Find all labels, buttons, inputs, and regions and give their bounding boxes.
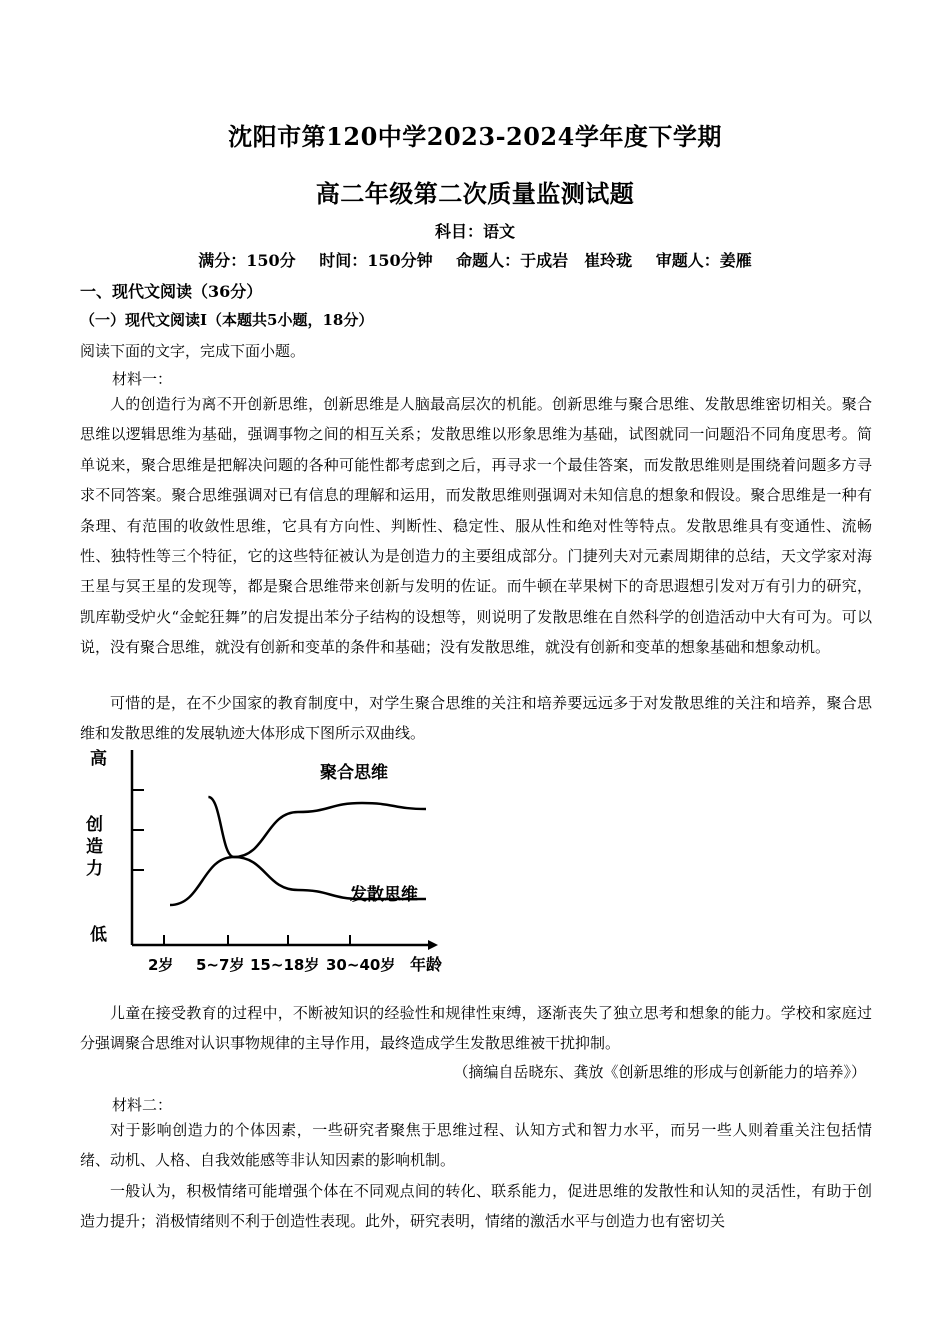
- material1-label: 材料一：: [112, 370, 173, 388]
- exam-title-line2: 高二年级第二次质量监测试题: [315, 179, 635, 208]
- material1-paragraph-1: 人的创造行为离不开创新思维，创新思维是人脑最高层次的机能。创新思维与聚合思维、发散思维密切相关。聚合思维以逻辑思维为基础，强调事物之间的相互关系；发散思维以形象思维为基础，试图就同一问题沿不同角度思考。简单说来，聚合思维是把解决问题的各种可能性都考虑到之后，再寻求一个最佳答案，而发散思维则是围绕着问题多方寻求不同答案。聚合思维强调对已有信息的理解和运用，而发散思维则强调对未知信息的想象和假设。聚合思维是一种有条理、有范围的收敛性思维，它具有方向性、判断性、稳定性、服从性和绝对性等特点。发散思维具有变通性、流畅性、独特性等三个特征，它的这些特征被认为是创造力的主要组成部分。门捷列夫对元素周期律的总结，天文学家对海王星与冥王星的发现等，都是聚合思维带来创新与发明的佐证。而牛顿在苹果树下的奇思遐想引发对万有引力的研究，凯库勒受炉火“金蛇狂舞”的启发提出苯分子结构的设想等，则说明了发散思维在自然科学的创造活动中大有可为。可以说，没有聚合思维，就没有创新和变革的条件和基础；没有发散思维，就没有创新和变革的想象基础和想象动机。: [80, 395, 872, 657]
- y-axis-label: 造: [86, 837, 103, 857]
- info-time: 时间：150分钟: [319, 251, 433, 270]
- y-low-label: 低: [90, 925, 107, 945]
- material1-paragraph-3: 儿童在接受教育的过程中，不断被知识的经验性和规律性束缚，逐渐丧失了独立思考和想象的能力。学校和家庭过分强调聚合思维对认识事物规律的主导作用，最终造成学生发散思维被干扰抑制。: [80, 1004, 872, 1053]
- section-heading: 一、现代文阅读（36分）: [80, 282, 263, 301]
- material1-source: （摘编自岳晓东、龚放《创新思维的形成与创新能力的培养》）: [453, 1063, 866, 1081]
- legend-divergent: 发散思维: [350, 885, 418, 905]
- x-axis-arrow: [428, 940, 438, 950]
- y-high-label: 高: [90, 749, 107, 769]
- info-reviewer: 审题人：姜雁: [655, 251, 752, 270]
- exam-title-line1: 沈阳市第120中学2023-2024学年度下学期: [228, 122, 722, 151]
- x-tick-label: 2岁: [148, 956, 174, 974]
- exam-info-line: [0, 248, 950, 271]
- y-axis-label: 创: [86, 815, 103, 835]
- x-axis-label: 年龄: [410, 955, 443, 974]
- legend-convergent: 聚合思维: [320, 763, 388, 783]
- x-tick-label: 15~18岁: [250, 956, 320, 974]
- x-tick-label: 30~40岁: [326, 956, 396, 974]
- subject-line: 科目：语文: [434, 222, 515, 241]
- material2-paragraph-2: 一般认为，积极情绪可能增强个体在不同观点间的转化、联系能力，促进思维的发散性和认知的灵活性，有助于创造力提升；消极情绪则不利于创造性表现。此外，研究表明，情绪的激活水平与创造力也有密切关: [80, 1182, 872, 1231]
- material2-label: 材料二：: [112, 1096, 173, 1114]
- subsection-heading: （一）现代文阅读Ⅰ（本题共5小题，18分）: [80, 311, 374, 329]
- info-score: 满分：150分: [198, 251, 296, 270]
- material1-paragraph-2: 可惜的是，在不少国家的教育制度中，对学生聚合思维的关注和培养要远远多于对发散思维的关注和培养，聚合思维和发散思维的发展轨迹大体形成下图所示双曲线。: [80, 694, 872, 743]
- y-axis-label: 力: [86, 859, 103, 879]
- info-author: 命题人：于成岩 崔玲珑: [456, 251, 633, 270]
- reading-instruction: 阅读下面的文字，完成下面小题。: [80, 342, 306, 360]
- series-line-divergent: [208, 797, 426, 899]
- material2-paragraph-1: 对于影响创造力的个体因素，一些研究者聚焦于思维过程、认知方式和智力水平，而另一些人则着重关注包括情绪、动机、人格、自我效能感等非认知因素的影响机制。: [80, 1121, 872, 1170]
- creativity-chart: [80, 742, 460, 982]
- x-tick-label: 5~7岁: [196, 956, 245, 974]
